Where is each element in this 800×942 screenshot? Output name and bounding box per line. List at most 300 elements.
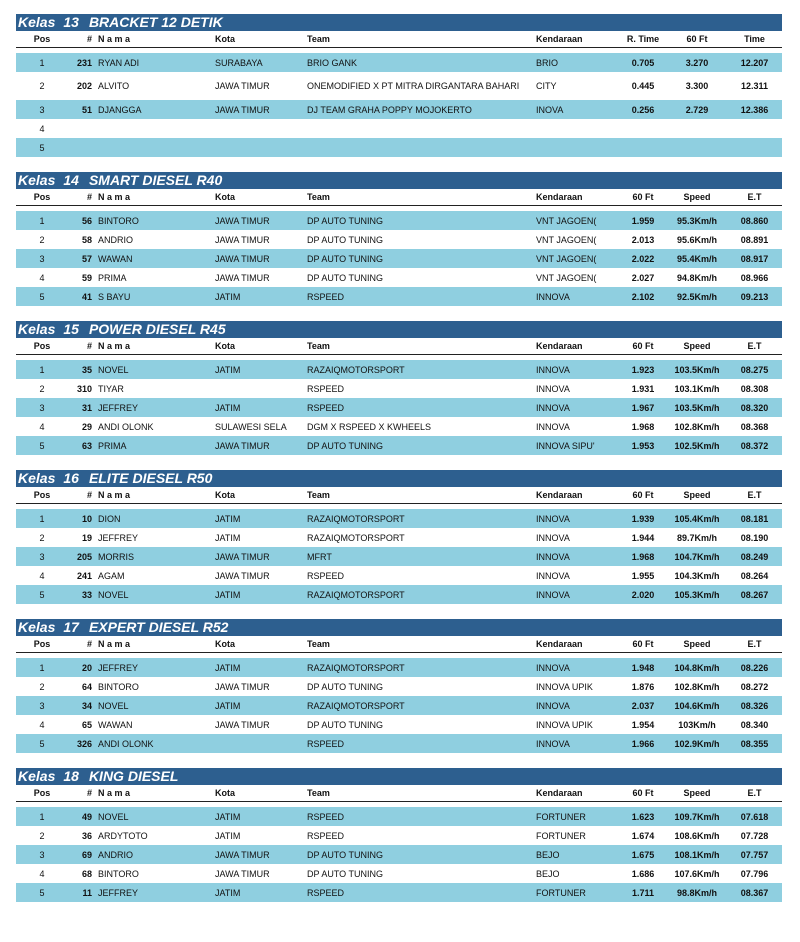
cell-stat-a (619, 119, 667, 138)
cell-kendaraan: INNOVA (536, 738, 570, 749)
header-stat-a: 60 Ft (632, 192, 654, 202)
cell-name: PRIMA (98, 272, 127, 283)
cell-stat-c: 08.267 (740, 589, 769, 600)
cell-kota: JAWA TIMUR (215, 104, 270, 115)
cell-stat-c: 09.213 (740, 291, 769, 302)
cell-team: DP AUTO TUNING (307, 215, 384, 226)
cell-kendaraan (536, 119, 620, 138)
cell-stat-c: 08.966 (740, 272, 769, 283)
cell-stat-a: 1.711 (631, 887, 655, 898)
cell-team: RAZAIQMOTORSPORT (307, 364, 405, 375)
cell-kendaraan: INNOVA (536, 291, 570, 302)
table-row (16, 864, 782, 883)
cell-number: 205 (76, 551, 92, 562)
cell-name: AGAM (98, 570, 125, 581)
cell-team: RSPEED (307, 887, 345, 898)
cell-number: 20 (81, 662, 92, 673)
header-number: # (86, 639, 92, 649)
cell-name: ANDRIO (98, 234, 134, 245)
cell-stat-b: 95.4Km/h (676, 253, 718, 264)
cell-number: 41 (81, 291, 92, 302)
cell-kendaraan: VNT JAGOEN( (536, 253, 597, 264)
cell-stat-a: 1.959 (631, 215, 655, 226)
cell-kendaraan: INNOVA (536, 364, 570, 375)
class-number: 18 (63, 768, 79, 784)
cell-team: ONEMODIFIED X PT MITRA DIRGANTARA BAHARI (307, 81, 520, 91)
cell-number: 19 (81, 532, 92, 543)
cell-pos: 2 (39, 81, 45, 91)
cell-number: 11 (82, 887, 92, 898)
cell-stat-c: 08.326 (740, 700, 769, 711)
table-row (16, 268, 782, 287)
class-title-bar (16, 321, 782, 338)
cell-stat-a: 1.686 (631, 868, 655, 879)
cell-number: 326 (76, 738, 92, 749)
cell-stat-c: 08.249 (740, 551, 769, 562)
cell-kendaraan: FORTUNER (536, 811, 586, 822)
class-name: KING DIESEL (88, 768, 179, 784)
cell-stat-a: 1.674 (631, 830, 655, 841)
cell-number: 64 (81, 681, 92, 692)
cell-kota (215, 734, 307, 753)
table-header (16, 31, 782, 48)
cell-kendaraan: FORTUNER (536, 887, 586, 898)
cell-stat-a: 1.675 (631, 849, 655, 860)
cell-kendaraan: CITY (536, 81, 557, 91)
class-number: 13 (63, 14, 79, 30)
cell-stat-a: 1.968 (631, 421, 655, 432)
table-row (16, 658, 782, 677)
cell-kota: JAWA TIMUR (215, 215, 270, 226)
cell-kota: JAWA TIMUR (215, 253, 270, 264)
class-title-bar (16, 172, 782, 189)
cell-stat-c: 12.386 (740, 104, 769, 115)
table-header (16, 636, 782, 653)
cell-kota: JAWA TIMUR (215, 570, 270, 581)
cell-team: RAZAIQMOTORSPORT (307, 700, 405, 711)
cell-stat-b: 109.7Km/h (674, 811, 720, 822)
table-row (16, 379, 782, 398)
cell-kendaraan: INNOVA (536, 513, 570, 524)
cell-stat-c: 08.891 (740, 234, 769, 245)
cell-stat-c: 08.264 (740, 570, 769, 581)
cell-number: 241 (76, 570, 92, 581)
header-kendaraan: Kendaraan (536, 341, 583, 351)
cell-team: RSPEED (307, 291, 345, 302)
cell-stat-b: 108.6Km/h (674, 830, 720, 841)
class-label: Kelas (18, 619, 56, 635)
spacer (16, 455, 782, 470)
header-stat-a: R. Time (626, 34, 660, 44)
cell-team: RSPEED (307, 570, 345, 581)
table-header (16, 785, 782, 802)
cell-pos: 1 (39, 57, 45, 68)
cell-pos: 3 (39, 104, 45, 115)
cell-team: RAZAIQMOTORSPORT (307, 589, 405, 600)
cell-stat-b: 95.3Km/h (676, 215, 718, 226)
table-row (16, 230, 782, 249)
cell-stat-a: 2.037 (631, 700, 655, 711)
cell-pos: 4 (39, 868, 45, 879)
cell-stat-c: 08.372 (740, 440, 769, 451)
cell-number: 63 (81, 440, 92, 451)
cell-stat-b: 105.4Km/h (674, 513, 720, 524)
cell-team (307, 138, 534, 157)
cell-pos: 2 (39, 681, 45, 692)
header-kota: Kota (215, 490, 235, 500)
cell-number: 29 (81, 421, 92, 432)
cell-kendaraan: INNOVA (536, 551, 570, 562)
cell-stat-a: 0.445 (631, 81, 655, 91)
cell-stat-b: 104.8Km/h (674, 662, 720, 673)
cell-stat-a: 1.923 (631, 364, 655, 375)
cell-name: ARDYTOTO (98, 830, 148, 841)
cell-number: 57 (81, 253, 92, 264)
cell-stat-b: 95.6Km/h (676, 234, 718, 245)
cell-number: 65 (81, 719, 92, 730)
cell-pos: 1 (39, 811, 45, 822)
header-kendaraan: Kendaraan (536, 192, 583, 202)
cell-number: 58 (81, 234, 92, 245)
class-section (16, 768, 782, 902)
cell-pos: 3 (39, 700, 45, 711)
cell-kendaraan: INNOVA (536, 421, 570, 432)
cell-stat-b: 107.6Km/h (674, 868, 720, 879)
header-pos: Pos (33, 192, 51, 202)
cell-kota: JATIM (215, 532, 241, 543)
cell-stat-b: 89.7Km/h (676, 532, 718, 543)
header-stat-a: 60 Ft (632, 341, 654, 351)
spacer (16, 306, 782, 321)
cell-kota: JATIM (215, 402, 241, 413)
cell-kendaraan: INNOVA (536, 402, 570, 413)
cell-stat-c: 08.226 (740, 662, 769, 673)
table-row (16, 845, 782, 864)
header-number: # (86, 34, 92, 44)
cell-kendaraan: INNOVA (536, 662, 570, 673)
cell-name: JEFFREY (98, 532, 139, 543)
cell-kendaraan: INNOVA (536, 570, 570, 581)
cell-stat-b: 2.729 (685, 104, 709, 115)
cell-stat-b: 102.9Km/h (674, 738, 720, 749)
header-stat-b: Speed (683, 490, 711, 500)
cell-stat-a: 0.705 (631, 57, 655, 68)
cell-stat-b: 92.5Km/h (676, 291, 718, 302)
cell-stat-c: 08.860 (740, 215, 769, 226)
cell-kota: JAWA TIMUR (215, 440, 270, 451)
cell-team: RSPEED (307, 383, 345, 394)
header-kendaraan: Kendaraan (536, 639, 583, 649)
cell-stat-c: 07.796 (740, 868, 769, 879)
cell-name: ANDRIO (98, 849, 134, 860)
cell-stat-a: 1.966 (631, 738, 655, 749)
cell-stat-b: 102.8Km/h (674, 421, 720, 432)
cell-kendaraan: INOVA (536, 104, 564, 115)
cell-kendaraan: VNT JAGOEN( (536, 215, 597, 226)
cell-team: DJ TEAM GRAHA POPPY MOJOKERTO (307, 104, 472, 115)
cell-kendaraan: INNOVA (536, 589, 570, 600)
table-row (16, 287, 782, 306)
cell-number: 36 (81, 830, 92, 841)
header-name: N a m a (98, 788, 131, 798)
cell-kendaraan: VNT JAGOEN( (536, 272, 597, 283)
cell-stat-a: 1.953 (631, 440, 655, 451)
header-kota: Kota (215, 192, 235, 202)
cell-pos: 5 (39, 440, 45, 451)
header-stat-a: 60 Ft (632, 639, 654, 649)
header-kendaraan: Kendaraan (536, 490, 583, 500)
class-section (16, 619, 782, 768)
cell-team: DP AUTO TUNING (307, 253, 384, 264)
cell-number: 231 (76, 57, 92, 68)
cell-stat-a: 1.623 (631, 811, 655, 822)
header-team: Team (307, 490, 330, 500)
cell-pos: 4 (39, 719, 45, 730)
header-team: Team (307, 639, 330, 649)
cell-stat-a: 2.022 (631, 253, 655, 264)
cell-stat-c: 08.367 (740, 887, 769, 898)
cell-name: MORRIS (98, 551, 134, 562)
cell-number: 310 (76, 383, 92, 394)
cell-name: PRIMA (98, 440, 127, 451)
cell-kendaraan: BRIO (536, 57, 559, 68)
cell-pos: 5 (39, 738, 45, 749)
cell-kendaraan: INNOVA (536, 383, 570, 394)
header-stat-b: Speed (683, 788, 711, 798)
cell-stat-c: 08.190 (740, 532, 769, 543)
class-title-bar (16, 768, 782, 785)
class-label: Kelas (18, 470, 56, 486)
table-row (16, 249, 782, 268)
cell-kota: JAWA TIMUR (215, 719, 270, 730)
cell-kota: JAWA TIMUR (215, 272, 270, 283)
cell-team: DP AUTO TUNING (307, 272, 384, 283)
class-section (16, 470, 782, 619)
table-row (16, 566, 782, 585)
cell-name: JEFFREY (98, 402, 139, 413)
header-pos: Pos (33, 34, 51, 44)
table-row (16, 883, 782, 902)
cell-team: RSPEED (307, 402, 345, 413)
cell-team: DGM X RSPEED X KWHEELS (307, 421, 432, 432)
cell-stat-a: 2.027 (631, 272, 655, 283)
cell-kendaraan: INNOVA (536, 532, 570, 543)
cell-kota (215, 119, 307, 138)
cell-number: 35 (81, 364, 92, 375)
cell-kota: SULAWESI SELA (215, 421, 287, 432)
table-row (16, 677, 782, 696)
cell-stat-b: 102.5Km/h (674, 440, 720, 451)
class-number: 16 (63, 470, 79, 486)
cell-stat-a: 2.020 (631, 589, 655, 600)
cell-name: ALVITO (98, 81, 130, 91)
cell-stat-b: 3.300 (685, 81, 709, 91)
table-row (16, 509, 782, 528)
cell-pos: 2 (39, 830, 45, 841)
cell-stat-b: 103.5Km/h (674, 364, 720, 375)
spacer (16, 753, 782, 768)
class-name: SMART DIESEL R40 (88, 172, 223, 188)
cell-pos: 3 (39, 253, 45, 264)
cell-kota: JAWA TIMUR (215, 849, 270, 860)
header-stat-b: Speed (683, 341, 711, 351)
cell-name: NOVEL (98, 811, 129, 822)
class-label: Kelas (18, 172, 56, 188)
cell-team: DP AUTO TUNING (307, 681, 384, 692)
class-number: 14 (63, 172, 79, 188)
cell-stat-c: 08.917 (740, 253, 769, 264)
cell-kendaraan: VNT JAGOEN( (536, 234, 597, 245)
cell-kota (215, 138, 307, 157)
cell-stat-a: 1.876 (631, 681, 655, 692)
class-title-bar (16, 14, 782, 31)
cell-stat-a: 1.931 (631, 383, 655, 394)
header-name: N a m a (98, 639, 131, 649)
class-label: Kelas (18, 768, 56, 784)
class-number: 15 (63, 321, 79, 337)
table-row (16, 528, 782, 547)
cell-name: S BAYU (98, 291, 131, 302)
cell-name: DJANGGA (98, 104, 142, 115)
header-name: N a m a (98, 192, 131, 202)
spacer (16, 157, 782, 172)
header-stat-c: E.T (747, 639, 762, 649)
cell-name: BINTORO (98, 868, 139, 879)
cell-pos: 4 (39, 421, 45, 432)
cell-stat-b (667, 119, 727, 138)
header-team: Team (307, 34, 330, 44)
class-section (16, 14, 782, 172)
cell-name: NOVEL (98, 364, 129, 375)
cell-pos: 4 (39, 123, 45, 134)
table-row (16, 585, 782, 604)
table-row (16, 417, 782, 436)
cell-team: DP AUTO TUNING (307, 849, 384, 860)
cell-kota: JATIM (215, 811, 241, 822)
table-header (16, 189, 782, 206)
cell-stat-b: 103.5Km/h (674, 402, 720, 413)
cell-kota: JAWA TIMUR (215, 234, 270, 245)
cell-team (307, 119, 534, 138)
cell-stat-a: 2.013 (631, 234, 655, 245)
cell-stat-c: 08.275 (740, 364, 769, 375)
cell-stat-c (727, 138, 782, 157)
cell-team: RSPEED (307, 738, 345, 749)
cell-stat-b: 94.8Km/h (676, 272, 718, 283)
cell-stat-c: 08.272 (740, 681, 769, 692)
cell-kota: JAWA TIMUR (215, 681, 270, 692)
cell-team: RAZAIQMOTORSPORT (307, 532, 405, 543)
cell-stat-b: 104.6Km/h (674, 700, 720, 711)
cell-stat-c: 08.320 (740, 402, 769, 413)
table-row (16, 138, 782, 157)
table-row (16, 826, 782, 845)
cell-kota: SURABAYA (215, 57, 263, 68)
cell-kota: JATIM (215, 364, 241, 375)
cell-stat-a: 1.944 (631, 532, 655, 543)
cell-kota: JAWA TIMUR (215, 81, 270, 91)
cell-pos: 2 (39, 383, 45, 394)
cell-team: RSPEED (307, 830, 345, 841)
cell-stat-b (667, 138, 727, 157)
cell-stat-b: 104.7Km/h (674, 551, 720, 562)
cell-stat-b: 98.8Km/h (676, 887, 718, 898)
cell-stat-a: 1.955 (631, 570, 655, 581)
cell-number (68, 119, 92, 138)
cell-stat-c: 08.308 (740, 383, 769, 394)
cell-pos: 3 (39, 402, 45, 413)
header-stat-b: Speed (683, 639, 711, 649)
header-kota: Kota (215, 341, 235, 351)
class-name: ELITE DIESEL R50 (88, 470, 213, 486)
header-number: # (86, 341, 92, 351)
cell-name (98, 119, 210, 138)
cell-stat-a: 0.256 (631, 104, 655, 115)
cell-number: 56 (81, 215, 92, 226)
table-row (16, 72, 782, 100)
header-name: N a m a (98, 490, 131, 500)
cell-number (68, 138, 92, 157)
cell-kota: JATIM (215, 830, 241, 841)
cell-team: BRIO GANK (307, 57, 358, 68)
cell-kendaraan: INNOVA SIPU' (536, 440, 595, 451)
table-row (16, 715, 782, 734)
results-sheet (16, 14, 782, 902)
cell-name (98, 138, 210, 157)
cell-name: JEFFREY (98, 887, 139, 898)
table-header (16, 338, 782, 355)
header-pos: Pos (33, 639, 51, 649)
cell-stat-a: 1.954 (631, 719, 655, 730)
cell-pos: 5 (39, 142, 45, 153)
header-team: Team (307, 192, 330, 202)
class-number: 17 (63, 619, 79, 635)
cell-number: 69 (81, 849, 92, 860)
cell-kendaraan: BEJO (536, 868, 560, 879)
cell-pos: 4 (39, 272, 45, 283)
cell-stat-a: 1.948 (631, 662, 655, 673)
cell-stat-a: 1.967 (631, 402, 655, 413)
table-row (16, 547, 782, 566)
cell-stat-a: 2.102 (631, 291, 655, 302)
cell-name: TIYAR (98, 383, 124, 394)
cell-stat-c: 08.355 (740, 738, 769, 749)
cell-team: DP AUTO TUNING (307, 719, 384, 730)
class-section (16, 172, 782, 321)
cell-pos: 5 (39, 887, 45, 898)
cell-pos: 1 (39, 513, 45, 524)
cell-stat-c: 12.311 (740, 81, 769, 91)
cell-kota: JATIM (215, 887, 241, 898)
header-number: # (86, 490, 92, 500)
cell-kota: JATIM (215, 291, 241, 302)
spacer (16, 604, 782, 619)
header-stat-c: Time (744, 34, 765, 44)
table-row (16, 436, 782, 455)
cell-stat-c (727, 119, 782, 138)
class-label: Kelas (18, 321, 56, 337)
header-stat-c: E.T (747, 341, 762, 351)
cell-stat-b: 3.270 (685, 57, 709, 68)
cell-pos: 1 (39, 215, 45, 226)
header-stat-c: E.T (747, 788, 762, 798)
cell-name: BINTORO (98, 215, 139, 226)
cell-stat-c: 07.757 (740, 849, 769, 860)
cell-stat-b: 105.3Km/h (674, 589, 720, 600)
cell-stat-a: 1.939 (631, 513, 655, 524)
header-stat-b: 60 Ft (686, 34, 708, 44)
cell-kendaraan: INNOVA (536, 700, 570, 711)
